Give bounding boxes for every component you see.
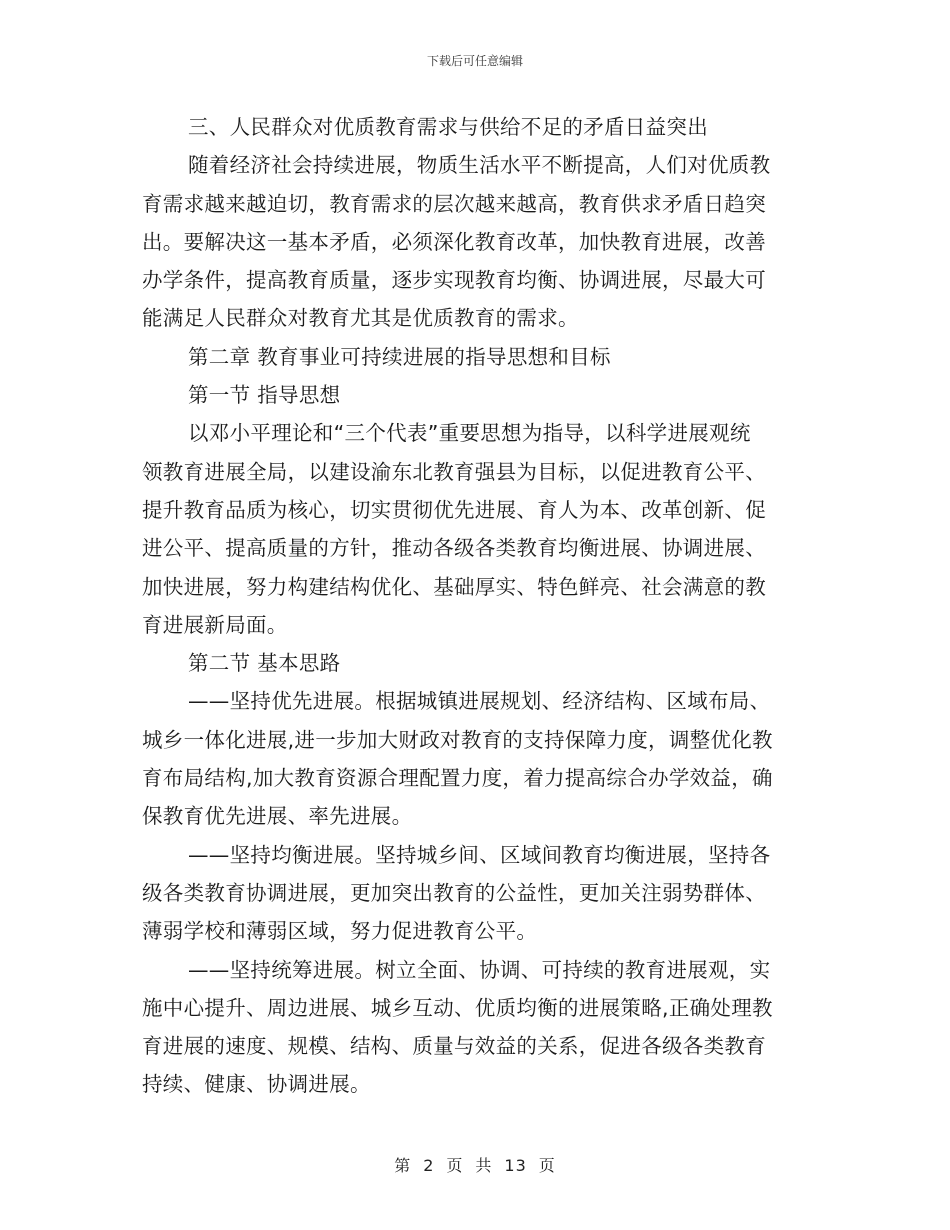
text-line: 育进展新局面。 — [142, 612, 288, 637]
text-line: 育需求越来越迫切，教育需求的层次越来越高，教育供求矛盾日趋突 — [142, 191, 766, 216]
text-line: ——坚持均衡进展。坚持城乡间、区域间教育均衡进展，坚持各 — [188, 842, 771, 867]
text-line: 级各类教育协调进展，更加突出教育的公益性，更加关注弱势群体、 — [142, 880, 766, 905]
text-line: 育布局结构,加大教育资源合理配置力度，着力提高综合办学效益，确 — [142, 766, 773, 791]
text-line: 出。要解决这一基本矛盾，必须深化教育改革，加快教育进展，改善 — [142, 229, 766, 254]
text-line: 城乡一体化进展,进一步加大财政对教育的支持保障力度，调整优化教 — [142, 727, 773, 752]
text-line: 进公平、提高质量的方针，推动各级各类教育均衡进展、协调进展、 — [142, 536, 766, 561]
footer-of-label: 共 — [475, 1156, 493, 1175]
text-line: ——坚持统筹进展。树立全面、协调、可持续的教育进展观，实 — [188, 957, 771, 982]
text-line: 以邓小平理论和“三个代表”重要思想为指导，以科学进展观统 — [188, 421, 751, 446]
text-line: 三、人民群众对优质教育需求与供给不足的矛盾日益突出 — [188, 115, 708, 139]
footer-page-label: 页 — [446, 1156, 464, 1175]
footer-prefix: 第 — [394, 1156, 412, 1175]
text-line: 第二章 教育事业可持续进展的指导思想和目标 — [188, 344, 611, 369]
text-line: 办学条件，提高教育质量，逐步实现教育均衡、协调进展，尽最大可 — [142, 268, 766, 293]
text-line: 提升教育品质为核心，切实贯彻优先进展、育人为本、改革创新、促 — [142, 497, 766, 522]
document-body — [142, 108, 810, 1104]
text-line: 能满足人民群众对教育尤其是优质教育的需求。 — [142, 306, 579, 331]
text-line: 加快进展，努力构建结构优化、基础厚实、特色鲜亮、社会满意的教 — [142, 574, 766, 599]
text-line: 育进展的速度、规模、结构、质量与效益的关系，促进各级各类教育 — [142, 1034, 766, 1059]
text-line: 薄弱学校和薄弱区域，努力促进教育公平。 — [142, 919, 538, 944]
text-line: 领教育进展全局，以建设渝东北教育强县为目标，以促进教育公平、 — [142, 459, 766, 484]
text-line: 第二节 基本思路 — [188, 651, 341, 676]
text-line: 施中心提升、周边进展、城乡互动、优质均衡的进展策略,正确处理教 — [142, 995, 773, 1020]
footer-page-number: 2 — [423, 1156, 435, 1175]
footer-total-pages: 13 — [504, 1156, 527, 1175]
page-footer — [0, 1153, 950, 1176]
page-header: 下载后可任意编辑 — [426, 54, 523, 68]
footer-suffix: 页 — [538, 1156, 556, 1175]
text-line: ——坚持优先进展。根据城镇进展规划、经济结构、区域布局、 — [188, 689, 771, 714]
text-line: 保教育优先进展、率先进展。 — [142, 804, 413, 829]
text-line: 第一节 指导思想 — [188, 383, 341, 408]
text-line: 持续、健康、协调进展。 — [142, 1072, 371, 1097]
text-line: 随着经济社会持续进展，物质生活水平不断提高，人们对优质教 — [188, 153, 771, 178]
